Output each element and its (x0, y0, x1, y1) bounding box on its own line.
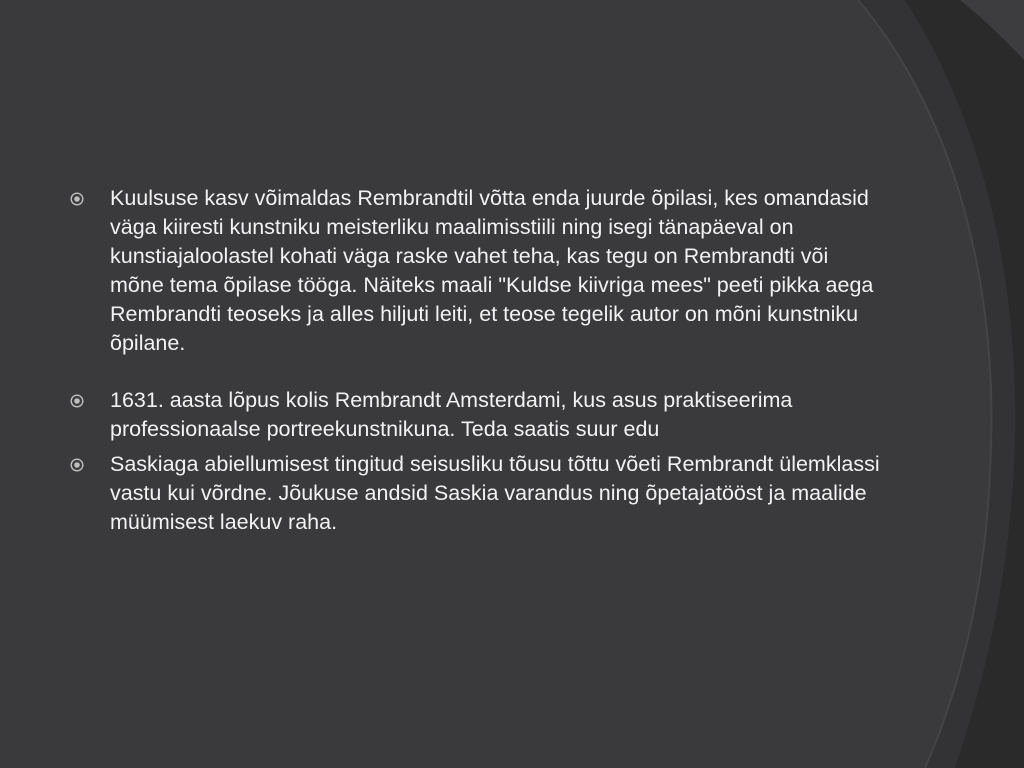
bullet-text: 1631. aasta lõpus kolis Rembrandt Amsterdami, kus asus praktiseerima professionaalse portreekunstnikuna. Teda saatis suur edu (110, 388, 793, 441)
circled-dot-icon (70, 394, 84, 408)
circled-dot-icon (70, 458, 84, 472)
bullet-item-1 (66, 184, 886, 358)
bullet-item-2 (66, 386, 886, 444)
bullet-list (66, 184, 886, 537)
bullet-text: Kuulsuse kasv võimaldas Rembrandtil võtta enda juurde õpilasi, kes omandasid väga kiiresti kunstniku meisterliku maalimisstiili ning isegi tänapäeval on kunstiajaloolastel kohati väga raske vahet teha, kas tegu on Rembrandti või mõne tema õpilase tööga. Näiteks maali "Kuldse kiivriga mees" peeti pikka aega Rembrandti teoseks ja alles hiljuti leiti, et teose tegelik autor on mõni kunstniku õpilane. (110, 186, 874, 355)
bullet-item-3 (66, 450, 886, 537)
bullet-text: Saskiaga abiellumisest tingitud seisusliku tõusu tõttu võeti Rembrandt ülemklassi vastu kui võrdne. Jõukuse andsid Saskia varandus ning õpetajatööst ja maalide müümisest laekuv raha. (110, 452, 880, 534)
circled-dot-icon (70, 192, 84, 206)
